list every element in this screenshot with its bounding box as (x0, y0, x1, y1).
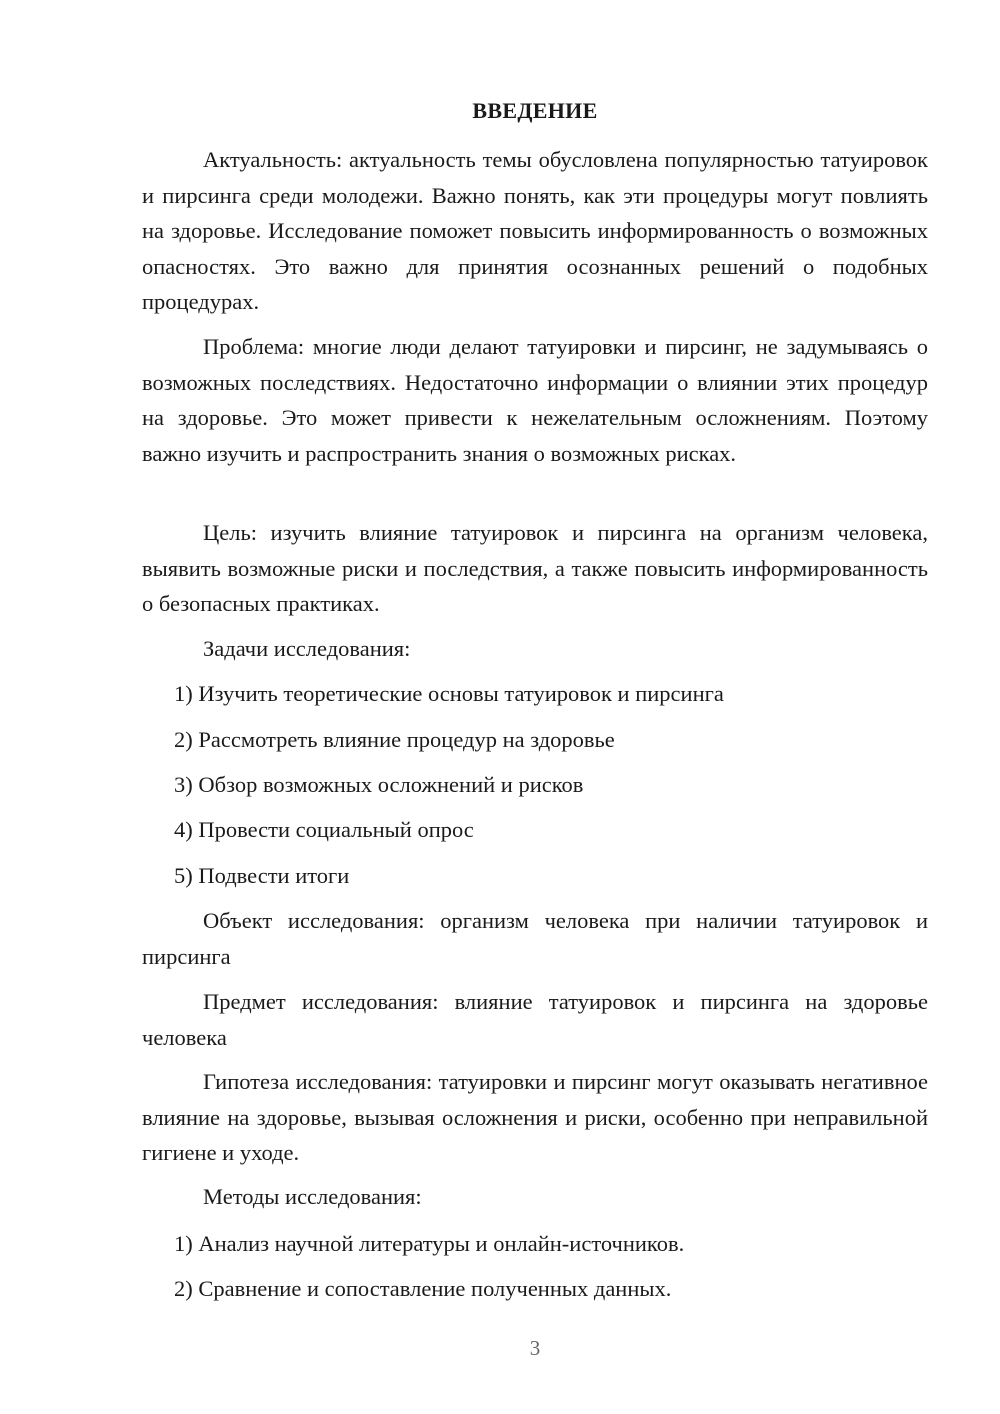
task-item-1: 1) Изучить теоретические основы татуировок и пирсинга (174, 681, 724, 706)
page-number: 3 (529, 1336, 541, 1360)
task-item-5: 5) Подвести итоги (174, 863, 350, 888)
task-item-3: 3) Обзор возможных осложнений и рисков (174, 772, 584, 797)
method-item-2: 2) Сравнение и сопоставление полученных данных. (174, 1276, 672, 1301)
task-item-4: 4) Провести социальный опрос (174, 817, 474, 842)
method-item-1: 1) Анализ научной литературы и онлайн-источников. (174, 1231, 685, 1256)
hypothesis-paragraph: Гипотеза исследования: татуировки и пирсинг могут оказывать негативное влияние на здоровье, вызывая осложнения и риски, особенно при неправильной гигиене и уходе. (142, 1069, 928, 1165)
page-title: ВВЕДЕНИЕ (472, 98, 598, 123)
goal-paragraph: Цель: изучить влияние татуировок и пирсинга на организм человека, выявить возможные риски и последствия, а также повысить информированность о безопасных практиках. (142, 520, 928, 616)
subject-paragraph: Предмет исследования: влияние татуировок и пирсинга на здоровье человека (142, 989, 928, 1050)
object-paragraph: Объект исследования: организм человека при наличии татуировок и пирсинга (142, 908, 928, 969)
tasks-heading: Задачи исследования: (203, 636, 411, 661)
relevance-paragraph: Актуальность: актуальность темы обусловлена популярностью татуировок и пирсинга среди молодежи. Важно понять, как эти процедуры могут повлиять на здоровье. Исследование поможет повысить информированность о возможных опасностях. Это важно для принятия осознанных решений о подобных процедурах. (142, 147, 928, 314)
task-item-2: 2) Рассмотреть влияние процедур на здоровье (174, 727, 615, 752)
methods-heading: Методы исследования: (203, 1184, 422, 1209)
problem-paragraph: Проблема: многие люди делают татуировки и пирсинг, не задумываясь о возможных последствиях. Недостаточно информации о влиянии этих процедур на здоровье. Это может привести к нежелательным осложнениям. Поэтому важно изучить и распространить знания о возможных рисках. (142, 334, 928, 466)
